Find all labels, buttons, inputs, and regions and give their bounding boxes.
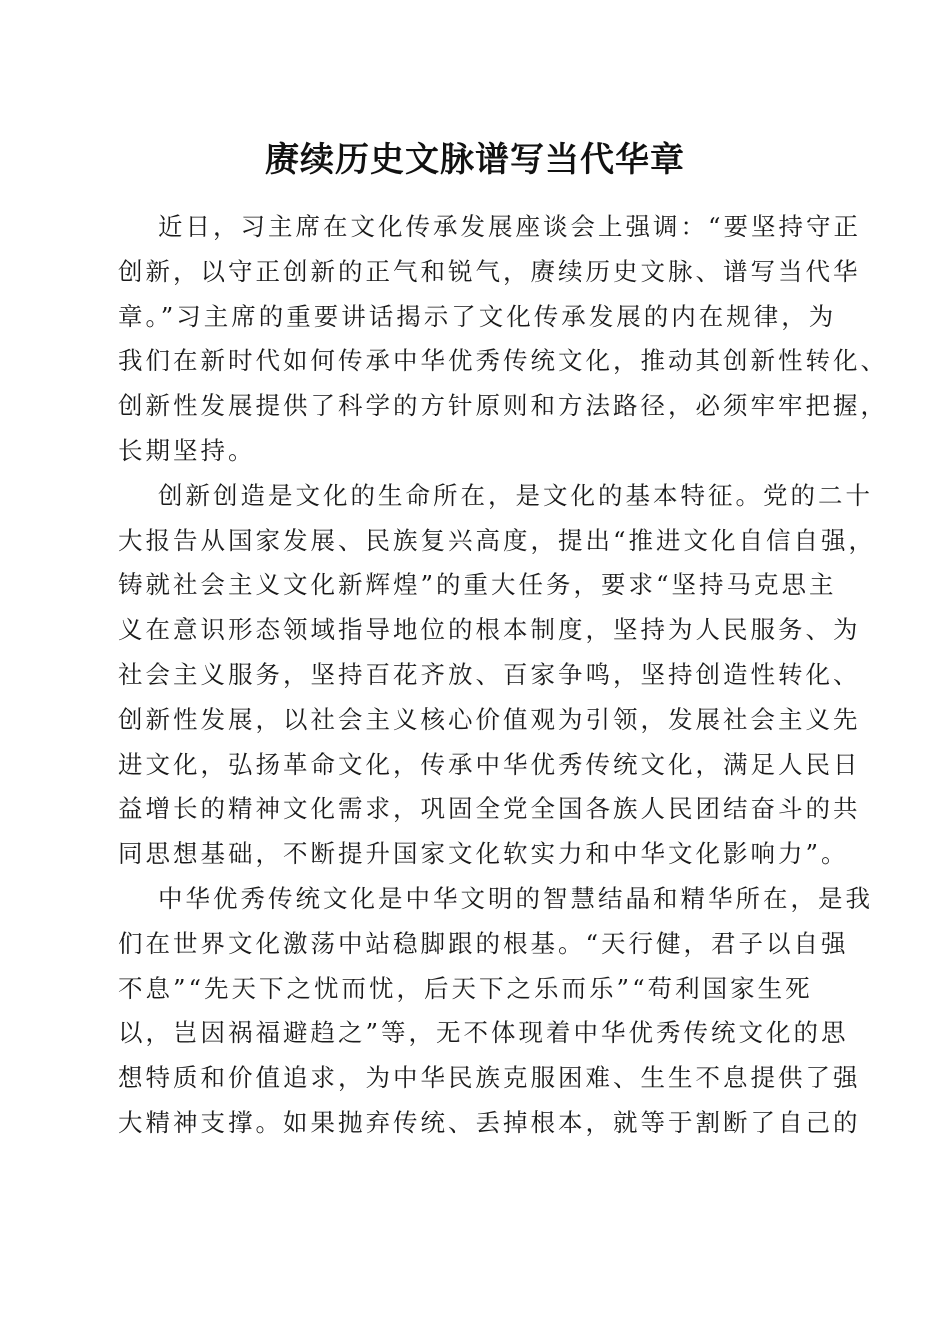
text-line: 创新性发展，以社会主义核心价值观为引领，发展社会主义先 [118,704,861,734]
text-line: 同思想基础，不断提升国家文化软实力和中华文化影响力”。 [118,839,849,869]
text-line: 不息”“先天下之忧而忧，后天下之乐而乐”“苟利国家生死 [118,973,813,1003]
text-line: 我们在新时代如何传承中华优秀传统文化，推动其创新性转化、 [118,346,888,376]
text-line: 大精神支撑。如果抛弃传统、丢掉根本，就等于割断了自己的 [118,1107,861,1137]
text-line: 铸就社会主义文化新辉煌”的重大任务，要求“坚持马克思主 [118,570,837,600]
document-body [118,205,888,1146]
text-line: 长期坚持。 [118,435,256,465]
text-line: 章。”习主席的重要讲话揭示了文化传承发展的内在规律，为 [118,301,837,331]
text-line: 社会主义服务，坚持百花齐放、百家争鸣，坚持创造性转化、 [118,659,861,689]
text-line: 创新创造是文化的生命所在，是文化的基本特征。党的二十 [158,480,873,510]
text-line: 们在世界文化激荡中站稳脚跟的根基。“天行健，君子以自强 [118,928,849,958]
text-line: 创新，以守正创新的正气和锐气，赓续历史文脉、谱写当代华 [118,256,861,286]
text-line: 义在意识形态领域指导地位的根本制度，坚持为人民服务、为 [118,615,861,645]
paragraph-1 [118,205,888,474]
document-title: 赓续历史文脉谱写当代华章 [265,140,685,180]
text-line: 大报告从国家发展、民族复兴高度，提出“推进文化自信自强， [118,525,877,555]
text-line: 进文化，弘扬革命文化，传承中华优秀传统文化，满足人民日 [118,749,861,779]
text-line: 中华优秀传统文化是中华文明的智慧结晶和精华所在，是我 [158,883,873,913]
text-line: 以，岂因祸福避趋之”等，无不体现着中华优秀传统文化的思 [118,1018,849,1048]
text-line: 益增长的精神文化需求，巩固全党全国各族人民团结奋斗的共 [118,794,861,824]
paragraph-3 [118,877,873,1146]
text-line: 创新性发展提供了科学的方针原则和方法路径，必须牢牢把握， [118,391,888,421]
text-line: 近日，习主席在文化传承发展座谈会上强调：“要坚持守正 [158,212,862,241]
text-line: 想特质和价值追求，为中华民族克服困难、生生不息提供了强 [118,1063,861,1093]
paragraph-2 [118,474,877,877]
